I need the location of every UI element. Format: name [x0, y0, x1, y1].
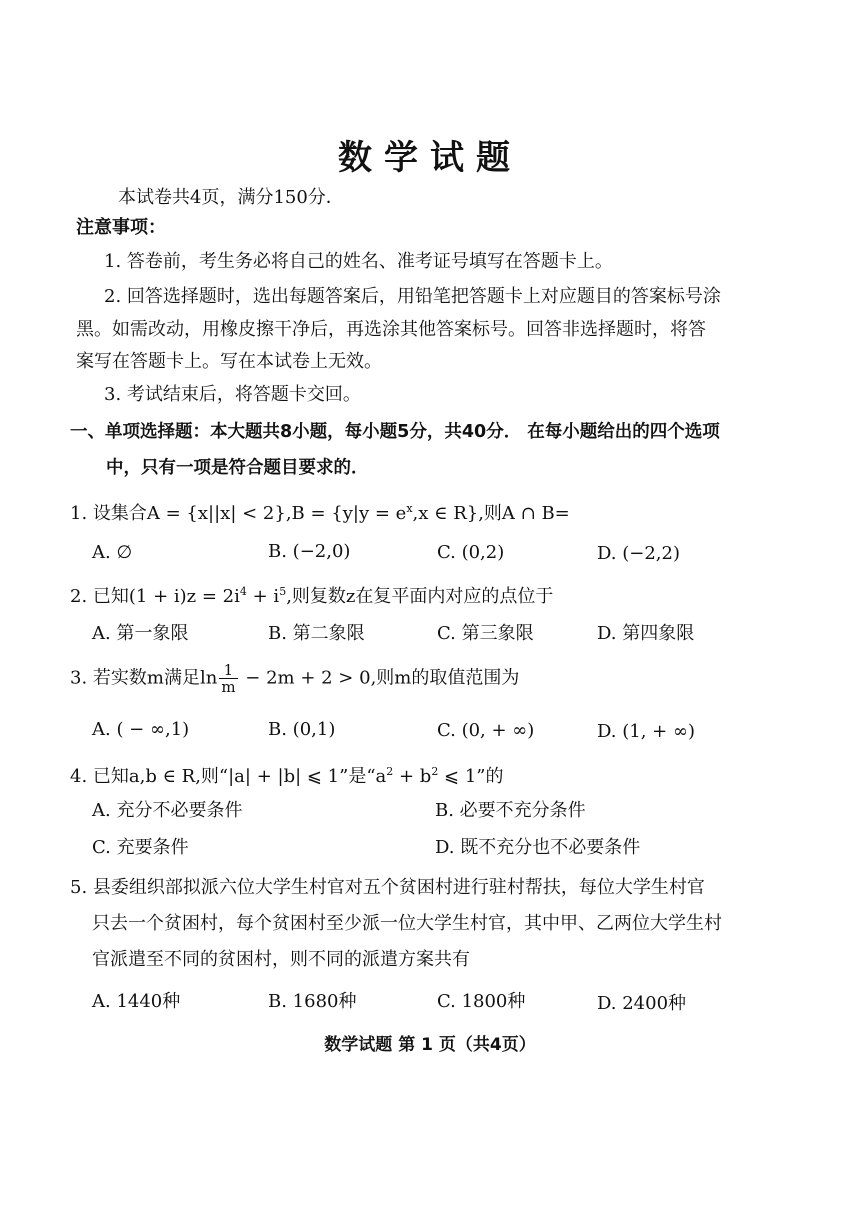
- q4-option-a: A. 充分不必要条件: [92, 800, 243, 821]
- fraction: $\frac{1}{m}$: [221, 661, 236, 696]
- q3-option-b: B. (0,1): [268, 719, 336, 740]
- notice-item: 黑。如需改动，用橡皮擦干净后，再选涂其他答案标号。回答非选择题时，将答: [76, 319, 706, 340]
- question-3-stem: 3. 若实数m满足ln $\frac{1}{m}$ − 2m + 2 > 0,则m的取值范围为: [70, 661, 520, 696]
- q2-option-b: B. 第二象限: [268, 623, 365, 644]
- q1-option-d: D. (−2,2): [597, 543, 680, 564]
- q5-option-a: A. 1440种: [92, 991, 181, 1012]
- notice-heading: 注意事项：: [76, 217, 166, 238]
- q1-option-a: A. ∅: [92, 542, 133, 563]
- q3-option-d: D. (1, + ∞): [597, 721, 695, 742]
- q4-option-d: D. 既不充分也不必要条件: [435, 837, 641, 858]
- q4-option-c: C. 充要条件: [92, 837, 189, 858]
- question-5-stem-line: 只去一个贫困村，每个贫困村至少派一位大学生村官，其中甲、乙两位大学生村: [92, 913, 722, 934]
- question-5-stem-line: 5. 县委组织部拟派六位大学生村官对五个贫困村进行驻村帮扶，每位大学生村官: [70, 877, 705, 898]
- q3-option-c: C. (0, + ∞): [437, 720, 535, 741]
- q4-option-b: B. 必要不充分条件: [435, 800, 586, 821]
- intro-text: 本试卷共4页，满分150分．: [118, 187, 344, 208]
- question-4-stem: 4. 已知a,b ∈ R,则“|a| + |b| ⩽ 1”是“$a^2 + b^2$ ⩽ 1”的: [70, 765, 504, 787]
- notice-item: 3. 考试结束后，将答题卡交回。: [104, 384, 361, 405]
- q2-option-c: C. 第三象限: [437, 623, 534, 644]
- notice-item: 案写在答题卡上。写在本试卷上无效。: [76, 351, 382, 372]
- q5-option-d: D. 2400种: [597, 993, 687, 1014]
- notice-item: 2. 回答选择题时，选出每题答案后，用铅笔把答题卡上对应题目的答案标号涂: [104, 286, 721, 307]
- notice-item: 1. 答卷前，考生务必将自己的姓名、准考证号填写在答题卡上。: [104, 251, 613, 272]
- q1-option-c: C. (0,2): [437, 542, 505, 563]
- page-footer: 数学试题 第 1 页（共4页）: [324, 1035, 536, 1055]
- q1-option-b: B. (−2,0): [268, 541, 351, 562]
- q2-option-d: D. 第四象限: [597, 623, 695, 644]
- section-heading-cont: 中，只有一项是符合题目要求的．: [106, 458, 369, 478]
- question-2-stem: 2. 已知$(1 + i)z = 2i^4 + i^5$,则复数z在复平面内对应的点位于: [70, 585, 554, 607]
- question-5-stem-line: 官派遣至不同的贫困村，则不同的派遣方案共有: [92, 949, 470, 970]
- question-1-stem: 1. 设集合$A = \{x||x| < 2\},B = \{y|y = e^x,x$ ∈ R},则A ∩ B=: [70, 502, 570, 524]
- q5-option-b: B. 1680种: [268, 991, 357, 1012]
- q3-option-a: A. ( − ∞,1): [92, 719, 190, 740]
- section-heading: 一、单项选择题：本大题共8小题，每小题5分，共40分． 在每小题给出的四个选项: [70, 422, 720, 442]
- q2-option-a: A. 第一象限: [92, 623, 189, 644]
- q5-option-c: C. 1800种: [437, 991, 526, 1012]
- page-title: 数学试题: [338, 138, 522, 178]
